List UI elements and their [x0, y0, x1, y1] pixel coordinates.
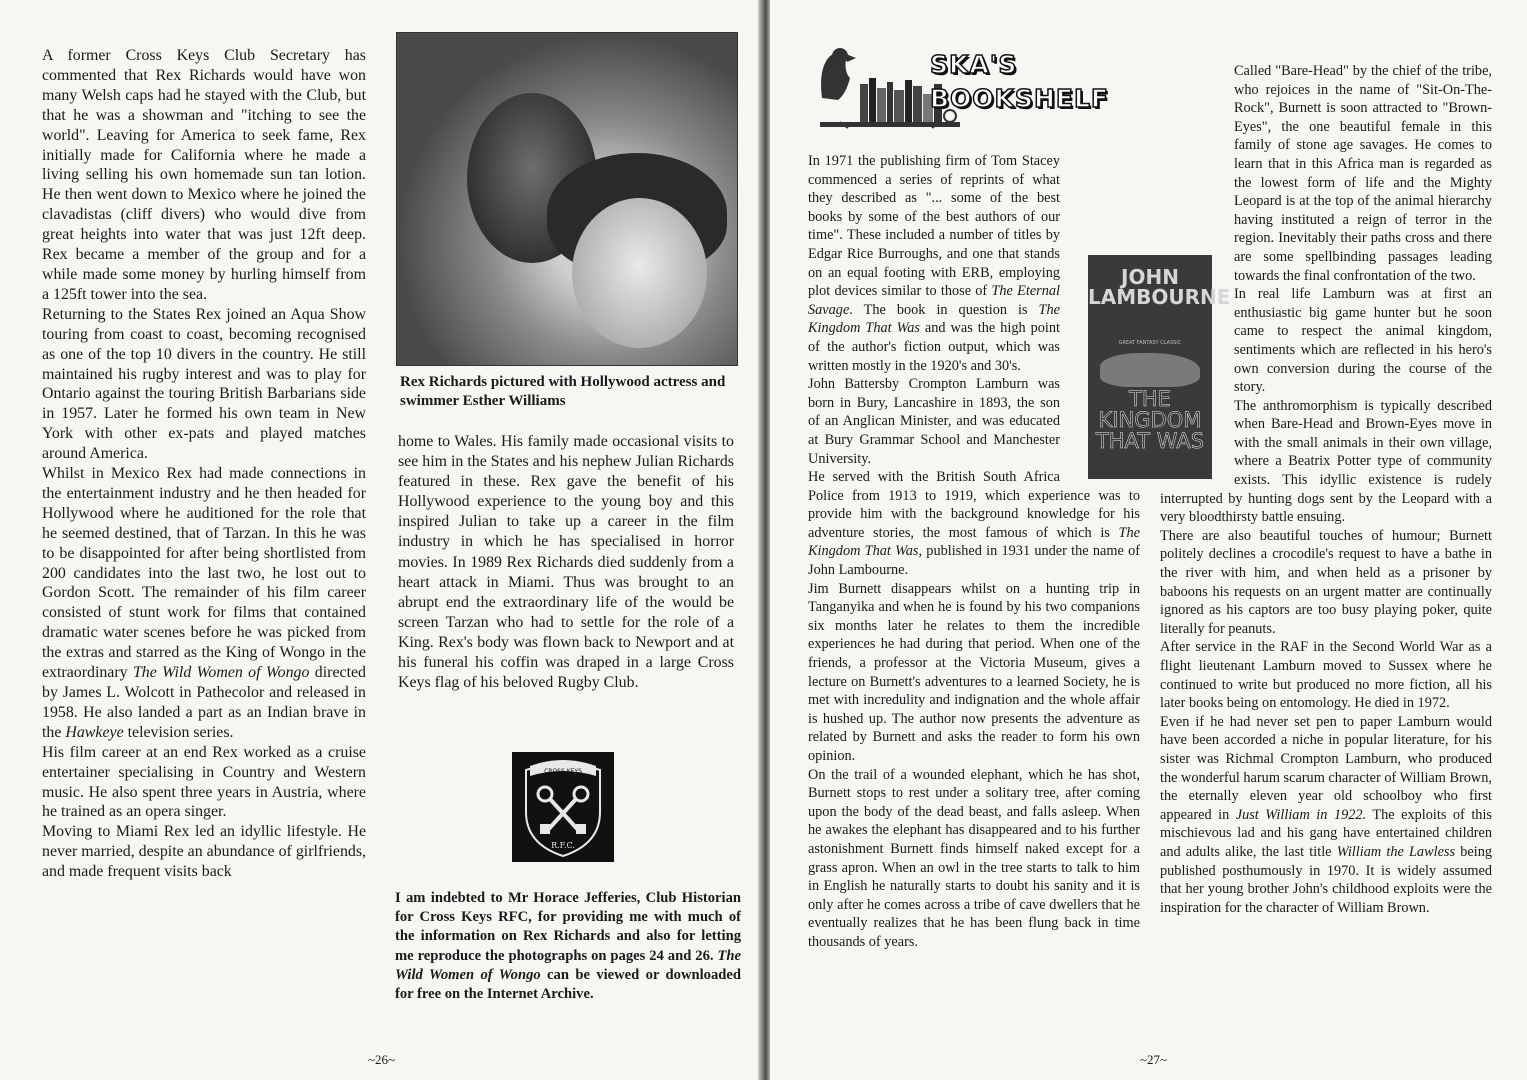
paragraph: On the trail of a wounded elephant, which he has shot, Burnett stops to rest under a solitary tree, after coming upon the body of the dead beast, and falls asleep. When he awakes the elephant has disappeared and to his further astonishment Burnett finds himself naked except for a grass apron. When an owl in the tree starts to talk to him in English he naturally starts to doubt his sanity and it is only after he comes across a tribe of cave dwellers that he eventually realizes that he has been flung back in time thousands of years.	[808, 766, 1140, 950]
right-page	[770, 0, 1527, 1080]
paragraph: Returning to the States Rex joined an Aqua Show touring from coast to coast, becoming recognised as one of the top 10 divers in the country. He still maintained his rugby interest and was to play for Ontario against the touring British Barbarians side in 1957. Later he formed his own team in New York with other ex-pats and played matches around America.	[42, 305, 366, 463]
cover-series: GREAT FANTASY CLASSIC	[1118, 340, 1182, 346]
right-column-2	[1160, 62, 1492, 917]
paragraph: A former Cross Keys Club Secretary has commented that Rex Richards would have won many Welsh caps had he stayed with the Club, but that he was a showman and "itching to see the world". Leaving for America to seek fame, Rex initially made for California where he made a living selling his own homemade sun tan lotion. He then went down to Mexico where he joined the clavadistas (cliff divers) who would dive from great heights into water that was just 12ft deep. Rex became a member of the group and for a while made some money by hurling himself from a 125ft tower into the sea.	[42, 47, 366, 303]
left-page	[0, 0, 760, 1080]
paragraph: In 1971 the publishing firm of Tom Stacey commenced a series of reprints of what they described as "... some of the best books by some of the best authors of our time". These included a number of titles by Edgar Rice Burroughs, and one that stands on an equal footing with ERB, employing plot devices similar to those of The Eternal Savage. The book in question is The Kingdom That Was and was the high point of the author's fiction output, which was written mostly in the 1920's and 30's.	[808, 153, 1060, 374]
left-column-2	[398, 432, 734, 693]
page-number: ~27~	[1140, 1052, 1168, 1067]
cover-title: THE KINGDOM THAT WAS	[1095, 387, 1205, 453]
film-title: The Wild Women of Wongo	[132, 664, 310, 682]
paragraph: home to Wales. His family made occasional visits to see him in the States and his nephew Julian Richards featured in these. Rex gave the benefit of his Hollywood experience to the young boy and this inspired Julian to take up a career in the film industry in which he has specialised in horror movies. In 1989 Rex Richards died suddenly from a heart attack in Miami. Thus was brought to an abrupt end the extraordinary life of the would be screen Tarzan who had to settle for the role of a King. Rex's body was flown back to Newport and at his funeral his coffin was draped in a large Cross Keys flag of his beloved Rugby Club.	[398, 433, 734, 692]
photo-caption: Rex Richards pictured with Hollywood actress and swimmer Esther Williams	[400, 374, 726, 409]
paragraph: His film career at an end Rex worked as a cruise entertainer specialising in Country and Western music. He also spent three years in Austria, where he trained as an opera singer.	[42, 743, 366, 821]
heading-line-2: BOOKSHELF	[930, 84, 1109, 113]
paragraph: He served with the British South Africa Police from 1913 to 1919, which experience was to provide him with the background knowledge for his adventure stories, the most famous of which is The Kingdom That Was, published in 1931 under the name of John Lambourne.	[808, 469, 1141, 579]
photo-woman	[572, 198, 707, 348]
paragraph: In real life Lamburn was at first an enthusiastic big game hunter but he soon came to respect the animal kingdom, sentiments which are reflected in his hero's own conversion during the course of the story.	[1234, 286, 1492, 396]
film-title: The Wild Women of Wongo	[395, 947, 741, 983]
page-number: ~26~	[368, 1052, 396, 1067]
paragraph: Whilst in Mexico Rex had made connections in the entertainment industry and he then headed for Hollywood where he auditioned for the role that he seemed destined, that of Tarzan. In this he was to be disappointed for after being shortlisted from 200 candidates into the last two, he lost out to Gordon Scott. The remainder of his film career consisted of stunt work for films that contained dramatic water scenes before he was picked from the extras and starred as the King of Wongo in the extraordinary The Wild Women of Wongo directed by James L. Wolcott in Pathecolor and released in 1958. He also landed a part as an Indian brave in the Hawkeye television series.	[42, 465, 366, 741]
cover-author: JOHN LAMBOURNE	[1088, 265, 1231, 309]
series-title: Hawkeye	[65, 723, 124, 741]
acknowledgement: I am indebted to Mr Horace Jefferies, Club Historian for Cross Keys RFC, for providing me with much of the information on Rex Richards and also for letting me reproduce the photographs on pages 24 and 26. The Wild Women of Wongo can be viewed or downloaded for free on the Internet Archive.	[395, 890, 741, 1003]
logo-top-text: CROSS KEYS	[544, 768, 582, 775]
heading-line-1: SKA'S	[930, 50, 1018, 79]
paragraph: Jim Burnett disappears whilst on a hunting trip in Tanganyika and when he is found by his two companions six months later he relates to them the incredible experiences he had during that period. When one of the friends, a professor at the Victoria Museum, gives a lecture on Burnett's adventures to a learned Society, he is met with incredulity and indignation and the whole affair is hushed up. The author now presents the adventure as related by Burnett and asks the reader to form his own opinion.	[808, 580, 1140, 764]
paragraph: Moving to Miami Rex led an idyllic lifestyle. He never married, despite an abundance of girlfriends, and made frequent visits back	[42, 823, 366, 881]
cross-keys-rfc-logo	[512, 752, 614, 862]
cover-spacer	[1160, 248, 1234, 480]
rex-richards-photo	[396, 32, 738, 366]
paragraph: After service in the RAF in the Second World War as a flight lieutenant Lamburn moved to Sussex where he continued to write but produced no more fiction, all his later books being on entomology. He died in 1972.	[1160, 639, 1492, 712]
left-column-1	[42, 46, 366, 882]
paragraph: John Battersby Crompton Lamburn was born in Bury, Lancashire in 1893, the son of an Anglican Minister, and was educated at Bury Grammar School and Manchester University.	[808, 376, 1060, 467]
paragraph: There are also beautiful touches of humour; Burnett politely declines a crocodile's request to have a bathe in the river with him, and when held as a prisoner by baboons his requests on an urgent matter are continually ignored as his captors are too busy playing poker, quite literally for peanuts.	[1160, 527, 1492, 637]
paragraph: Even if he had never set pen to paper Lamburn would have been accorded a niche in popular literature, for his sister was Richmal Crompton Lamburn, who produced the wonderful harum scarum character of William Brown, the eternally eleven year old schoolboy who first appeared in Just William in 1922. The exploits of this mischievous lad and his gang have entertained children and adults alike, the last title William the Lawless being published posthumously in 1970. It is widely assumed that her young brother John's childhood exploits were the inspiration for the character of William Brown.	[1160, 713, 1492, 916]
paragraph: Called "Bare-Head" by the chief of the tribe, who rejoices in the name of "Sit-On-The-Rock", Burnett is soon attracted to "Brown-Eyes", the one beautiful female in this family of stone age savages. He comes to learn that in this Africa man is regarded as the lowest form of life and the Mighty Leopard is at the top of the animal hierarchy having instituted a reign of terror in the region. Inevitably their paths cross and there are some spellbinding passages leading towards the final confrontation of the two.	[1234, 63, 1492, 284]
logo-bottom-text: R.F.C.	[551, 841, 575, 850]
paragraph: The anthromorphism is typically described when Bare-Head and Brown-Eyes move in with the small animals in their own village, where a Beatrix Potter type of community exists. This idyllic existence is rudely interrupted by hunting dogs sent by the Leopard with a very bloodthirsty battle ensuing.	[1160, 397, 1492, 526]
section-heading	[930, 48, 1109, 116]
